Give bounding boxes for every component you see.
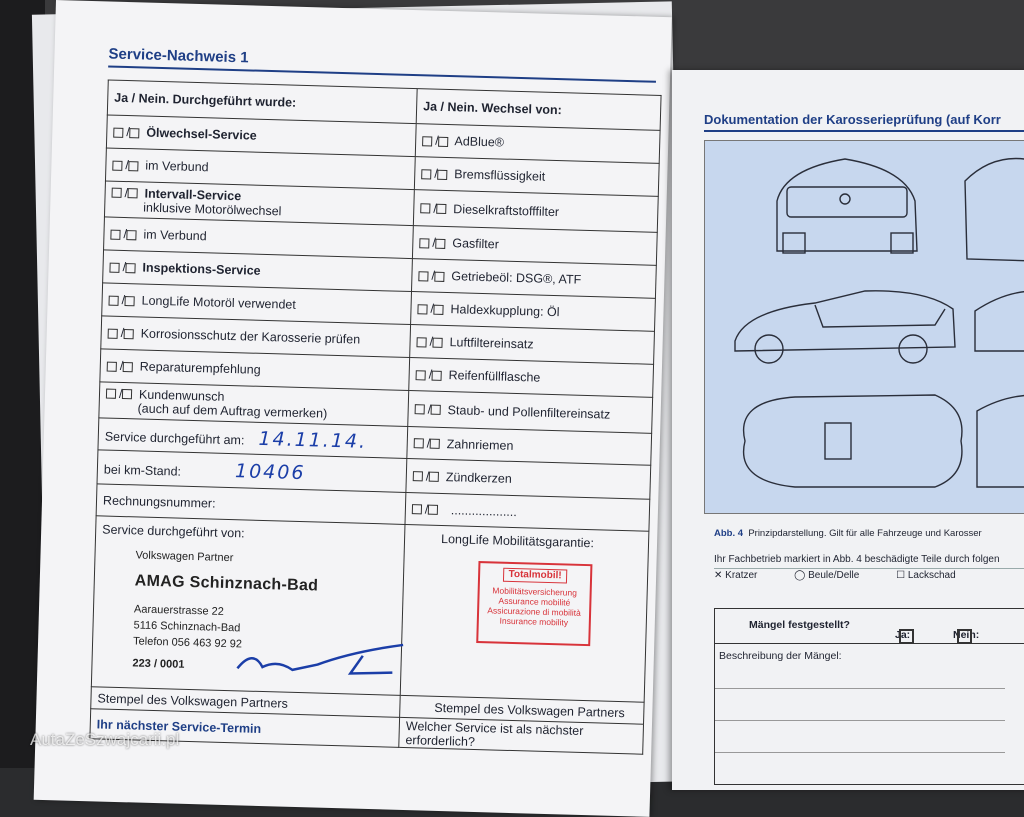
item-label: Reparaturempfehlung bbox=[139, 359, 261, 377]
checkbox-yes[interactable] bbox=[106, 389, 116, 399]
checkbox-no[interactable] bbox=[125, 296, 135, 306]
col-header-performed: Ja / Nein. Durchgeführt wurde: bbox=[107, 80, 417, 124]
stamp-title: Totalmobil! bbox=[503, 568, 567, 584]
legend-dent: ◯ Beule/Delle bbox=[794, 570, 860, 581]
service-record-page bbox=[34, 0, 672, 817]
row-pollen-filter: / Staub- und Pollenfiltereinsatz bbox=[408, 391, 653, 434]
longlife-cell bbox=[400, 524, 649, 702]
row-brake-fluid: / Bremsflüssigkeit bbox=[414, 157, 659, 197]
checkbox-yes[interactable] bbox=[420, 203, 430, 213]
row-oil-verbund: / im Verbund bbox=[105, 148, 415, 190]
row-timing-belt: / Zahnriemen bbox=[407, 426, 652, 465]
item-label: Zündkerzen bbox=[445, 469, 512, 486]
row-interval-service: / Intervall-Service inklusive Motorölwechsel bbox=[104, 181, 414, 226]
title-rule bbox=[704, 130, 1024, 132]
item-label: Reifenfüllflasche bbox=[448, 368, 541, 385]
item-label: Haldexkupplung: Öl bbox=[450, 302, 560, 320]
writing-line bbox=[715, 688, 1005, 689]
checkbox-yes[interactable] bbox=[413, 471, 423, 481]
row-spark-plugs: / Zündkerzen bbox=[406, 458, 651, 499]
invoice-label: Rechnungsnummer: bbox=[102, 493, 216, 511]
performed-by-cell bbox=[91, 516, 405, 696]
body-inspection-page bbox=[672, 70, 1024, 790]
checkbox-no[interactable] bbox=[436, 238, 446, 248]
checkbox-yes[interactable] bbox=[421, 169, 431, 179]
checkbox-yes[interactable] bbox=[419, 238, 429, 248]
checkbox-yes[interactable] bbox=[112, 160, 122, 170]
checkbox-no[interactable] bbox=[127, 230, 137, 240]
checkbox-yes[interactable] bbox=[422, 136, 432, 146]
row-haldex: / Haldexkupplung: Öl bbox=[411, 292, 656, 332]
checkbox-no[interactable] bbox=[123, 362, 133, 372]
yes-label: Ja: bbox=[895, 629, 911, 641]
item-sublabel: inklusive Motorölwechsel bbox=[143, 200, 282, 218]
checkbox-no[interactable] bbox=[128, 188, 138, 198]
item-label: Korrosionsschutz der Karosserie prüfen bbox=[140, 326, 361, 347]
stamp-label-right: Stempel des Volkswagen Partners bbox=[434, 700, 625, 720]
checkbox-no[interactable] bbox=[130, 128, 140, 138]
checkbox-yes[interactable] bbox=[109, 262, 119, 272]
marking-legend bbox=[714, 570, 990, 581]
writing-line bbox=[715, 720, 1005, 721]
item-label: Intervall-Service bbox=[144, 186, 242, 203]
item-label: AdBlue® bbox=[454, 134, 505, 150]
checkbox-no[interactable] bbox=[431, 405, 441, 415]
km-handwritten[interactable]: 10406 bbox=[234, 459, 306, 484]
figure-text: Prinzipdarstellung. Gilt für alle Fahrzeuge und Karosser bbox=[748, 528, 982, 539]
checkbox-no[interactable] bbox=[129, 161, 139, 171]
row-interval-verbund: / im Verbund bbox=[104, 217, 414, 259]
performed-by-label: Service durchgeführt von: bbox=[102, 522, 245, 541]
stamp-label-left: Stempel des Volkswagen Partners bbox=[97, 690, 289, 711]
item-label: Ölwechsel-Service bbox=[146, 125, 257, 143]
stamp-line: Assurance mobilité bbox=[498, 595, 571, 608]
legend-paint-damage: ☐ Lackschad bbox=[896, 570, 956, 581]
page-title: Dokumentation der Karosserieprüfung (auf Korr bbox=[704, 112, 1001, 127]
row-diesel-filter: / Dieselkraftstofffilter bbox=[413, 190, 658, 233]
checkbox-yes[interactable] bbox=[110, 229, 120, 239]
checkbox-yes[interactable] bbox=[416, 370, 426, 380]
defects-box bbox=[714, 608, 1024, 785]
checkbox-no[interactable] bbox=[439, 136, 449, 146]
car-outline-icon bbox=[705, 141, 1024, 513]
checkbox-no[interactable] bbox=[429, 472, 439, 482]
checkbox-no[interactable] bbox=[428, 505, 438, 515]
checkbox-no[interactable] bbox=[430, 439, 440, 449]
km-label: bei km-Stand: bbox=[103, 462, 182, 479]
next-service-label: Ihr nächster Service-Termin bbox=[96, 716, 262, 736]
row-blank: / ................... bbox=[405, 492, 650, 531]
page-title: Service-Nachweis 1 bbox=[108, 45, 249, 67]
partner-street: Aarauerstrasse 22 bbox=[133, 603, 225, 618]
checkbox-yes[interactable] bbox=[414, 438, 424, 448]
title-rule bbox=[108, 65, 656, 82]
checkbox-yes[interactable] bbox=[108, 295, 118, 305]
checkbox-yes[interactable] bbox=[111, 188, 121, 198]
watermark: AutaZeSzwajcarii.pl bbox=[30, 730, 180, 749]
checkbox-no[interactable] bbox=[433, 337, 443, 347]
defects-question-row bbox=[715, 609, 1024, 644]
item-label: Bremsflüssigkeit bbox=[454, 167, 546, 184]
next-service-question-cell bbox=[399, 717, 644, 754]
marking-info: Ihr Fachbetrieb markiert in Abb. 4 beschädigte Teile durch folgen bbox=[714, 554, 1000, 565]
partner-number: 223 / 0001 bbox=[132, 657, 185, 671]
checkbox-yes[interactable] bbox=[418, 271, 428, 281]
description-label: Beschreibung der Mängel: bbox=[719, 650, 842, 662]
row-oil-service: / Ölwechsel-Service bbox=[106, 115, 416, 157]
car-body-diagram bbox=[704, 140, 1024, 514]
item-label: Gasfilter bbox=[452, 236, 500, 252]
row-gear-oil: / Getriebeöl: DSG®, ATF bbox=[411, 259, 656, 299]
row-tire-bottle: / Reifenfüllflasche bbox=[409, 358, 654, 398]
checkbox-yes[interactable] bbox=[415, 404, 425, 414]
partner-label: Volkswagen Partner bbox=[135, 549, 234, 565]
item-label: Luftfiltereinsatz bbox=[449, 335, 534, 352]
service-date-label: Service durchgeführt am: bbox=[104, 429, 245, 447]
legend-scratch: ✕ Kratzer bbox=[714, 570, 758, 581]
col-header-changed: Ja / Nein. Wechsel von: bbox=[416, 89, 661, 131]
item-sublabel: (auch auf dem Auftrag vermerken) bbox=[137, 400, 328, 421]
defects-label: Mängel festgestellt? bbox=[749, 619, 850, 631]
defects-description[interactable] bbox=[715, 644, 1024, 784]
no-checkbox[interactable] bbox=[957, 629, 972, 644]
checkbox-no[interactable] bbox=[122, 389, 132, 399]
checkbox-yes[interactable] bbox=[107, 361, 117, 371]
row-repair-rec: / Reparaturempfehlung bbox=[100, 349, 410, 391]
next-service-question: Welcher Service ist als nächster erforderlich? bbox=[405, 718, 584, 749]
checkbox-no[interactable] bbox=[435, 271, 445, 281]
row-customer-wish: / Kundenwunsch (auch auf dem Auftrag vermerken) bbox=[99, 382, 409, 427]
checkbox-no[interactable] bbox=[432, 370, 442, 380]
item-label: Kundenwunsch bbox=[138, 386, 225, 404]
yes-checkbox[interactable] bbox=[899, 629, 914, 644]
checkbox-no[interactable] bbox=[437, 204, 447, 214]
figure-label: Abb. 4 bbox=[714, 528, 744, 539]
checkbox-yes[interactable] bbox=[417, 304, 427, 314]
service-form-table bbox=[89, 79, 661, 754]
item-label: im Verbund bbox=[145, 158, 209, 175]
item-label: Dieselkraftstofffilter bbox=[453, 201, 560, 219]
item-label: Getriebeöl: DSG®, ATF bbox=[451, 269, 582, 287]
checkbox-no[interactable] bbox=[434, 304, 444, 314]
signature bbox=[232, 638, 423, 689]
checkbox-no[interactable] bbox=[124, 329, 134, 339]
checkbox-yes[interactable] bbox=[416, 337, 426, 347]
totalmobil-stamp bbox=[476, 561, 592, 646]
row-gas-filter: / Gasfilter bbox=[412, 226, 657, 266]
stamp-line: Insurance mobility bbox=[499, 615, 569, 628]
divider bbox=[714, 568, 1024, 569]
checkbox-no[interactable] bbox=[438, 169, 448, 179]
partner-name: AMAG Schinznach-Bad bbox=[134, 572, 319, 595]
checkbox-yes[interactable] bbox=[113, 127, 123, 137]
item-label: Zahnriemen bbox=[446, 436, 514, 453]
longlife-label: LongLife Mobilitätsgarantie: bbox=[440, 531, 595, 551]
row-corrosion: / Korrosionsschutz der Karosserie prüfen bbox=[101, 316, 411, 358]
row-inspection: / Inspektions-Service bbox=[103, 250, 413, 292]
item-label: Inspektions-Service bbox=[142, 260, 261, 278]
item-label: LongLife Motoröl verwendet bbox=[141, 293, 297, 312]
writing-line bbox=[715, 752, 1005, 753]
stamp-line: Assicurazione di mobilità bbox=[487, 605, 581, 618]
dotted-line: ................... bbox=[450, 502, 518, 519]
checkbox-yes[interactable] bbox=[108, 328, 118, 338]
row-longlife-oil: / LongLife Motoröl verwendet bbox=[102, 283, 412, 325]
checkbox-yes[interactable] bbox=[412, 504, 422, 514]
figure-caption bbox=[714, 528, 982, 539]
row-adblue: / AdBlue® bbox=[415, 124, 660, 164]
partner-phone: Telefon 056 463 92 92 bbox=[132, 635, 243, 651]
item-label: im Verbund bbox=[143, 227, 207, 244]
partner-city: 5116 Schinznach-Bad bbox=[133, 619, 241, 635]
item-label: Staub- und Pollenfiltereinsatz bbox=[447, 402, 611, 422]
row-air-filter: / Luftfiltereinsatz bbox=[410, 325, 655, 365]
no-label: Nein: bbox=[953, 629, 980, 641]
checkbox-no[interactable] bbox=[126, 263, 136, 273]
service-date-handwritten[interactable]: 14.11.14. bbox=[258, 427, 368, 453]
stamp-line: Mobilitätsversicherung bbox=[492, 585, 578, 598]
